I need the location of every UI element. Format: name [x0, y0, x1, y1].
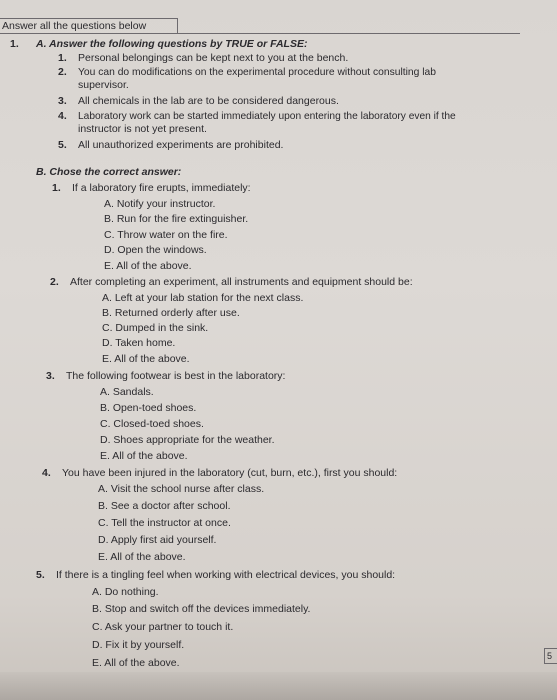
part-a-item-4-text-cont: instructor is not yet present.: [78, 123, 207, 135]
bottom-shadow: [0, 672, 557, 700]
part-b-q2-option-a: A. Left at your lab station for the next class.: [102, 292, 304, 304]
part-b-q3-option-a: A. Sandals.: [100, 386, 154, 398]
part-b-q1-option-d: D. Open the windows.: [104, 244, 207, 256]
page-number-text: 5: [547, 651, 553, 661]
part-b-q2-option-c: C. Dumped in the sink.: [102, 322, 209, 334]
part-a-item-5-text: All unauthorized experiments are prohibited.: [78, 139, 284, 151]
part-b-q4-text: You have been injured in the laboratory (cut, burn, etc.), first you should:: [62, 467, 398, 479]
part-a-item-2-text: You can do modifications on the experimental procedure without consulting lab: [78, 67, 436, 78]
part-a-item-3-number: 3.: [58, 95, 67, 107]
part-b-q5-option-b: B. Stop and switch off the devices immediately.: [92, 603, 311, 615]
part-b-q4-number: 4.: [42, 467, 51, 479]
part-b-q3-option-d: D. Shoes appropriate for the weather.: [100, 434, 275, 446]
part-b-q1-option-a: A. Notify your instructor.: [104, 198, 216, 210]
part-b-q5-number: 5.: [36, 569, 45, 581]
part-b-q4-option-a: A. Visit the school nurse after class.: [98, 483, 265, 495]
part-b-q5-option-a: A. Do nothing.: [92, 586, 159, 598]
instruction-text: Answer all the questions below: [2, 20, 147, 32]
page-number-tag: [544, 648, 557, 664]
part-b-q5-option-e: E. All of the above.: [92, 657, 180, 669]
part-a-title: A. Answer the following questions by TRUE or FALSE:: [36, 38, 308, 50]
part-a-item-1-number: 1.: [58, 52, 67, 64]
part-b-q1-option-b: B. Run for the fire extinguisher.: [104, 213, 249, 225]
part-b-q3-text: The following footwear is best in the laboratory:: [66, 370, 286, 382]
part-b-q5-text: If there is a tingling feel when working with electrical devices, you should:: [56, 569, 396, 581]
header-rule: [0, 33, 520, 34]
part-b-q2-option-e: E. All of the above.: [102, 353, 190, 365]
part-b-q5-option-d: D. Fix it by yourself.: [92, 639, 185, 651]
part-b-q1-option-c: C. Throw water on the fire.: [104, 229, 228, 241]
instruction-header: [0, 18, 178, 34]
part-b-q1-text: If a laboratory fire erupts, immediately:: [72, 182, 251, 194]
part-a-item-4-text: Laboratory work can be started immediately upon entering the laboratory even if the: [78, 111, 456, 122]
part-b-q4-option-d: D. Apply first aid yourself.: [98, 534, 217, 546]
part-b-q4-option-c: C. Tell the instructor at once.: [98, 517, 231, 529]
part-b-q3-option-c: C. Closed-toed shoes.: [100, 418, 204, 430]
part-b-q3-number: 3.: [46, 370, 55, 382]
part-b-q2-option-d: D. Taken home.: [102, 337, 176, 349]
part-a-item-2-text-cont: supervisor.: [78, 79, 129, 91]
part-a-item-2-number: 2.: [58, 66, 67, 78]
part-b-q1-option-e: E. All of the above.: [104, 260, 192, 272]
part-b-q2-text: After completing an experiment, all instruments and equipment should be:: [70, 276, 413, 288]
part-a-item-3-text: All chemicals in the lab are to be considered dangerous.: [78, 95, 339, 107]
part-b-q5-option-c: C. Ask your partner to touch it.: [92, 621, 234, 633]
part-b-q4-option-e: E. All of the above.: [98, 551, 186, 563]
part-b-q2-number: 2.: [50, 276, 59, 288]
part-a-item-5-number: 5.: [58, 139, 67, 151]
part-a-item-4-number: 4.: [58, 110, 67, 122]
part-b-q2-option-b: B. Returned orderly after use.: [102, 307, 240, 319]
part-b-q3-option-e: E. All of the above.: [100, 450, 188, 462]
question-1-number: 1.: [10, 38, 19, 50]
part-a-item-1-text: Personal belongings can be kept next to you at the bench.: [78, 52, 349, 64]
part-b-q1-number: 1.: [52, 182, 61, 194]
part-b-q4-option-b: B. See a doctor after school.: [98, 500, 231, 512]
part-b-title: B. Chose the correct answer:: [36, 166, 182, 178]
part-b-q3-option-b: B. Open-toed shoes.: [100, 402, 197, 414]
